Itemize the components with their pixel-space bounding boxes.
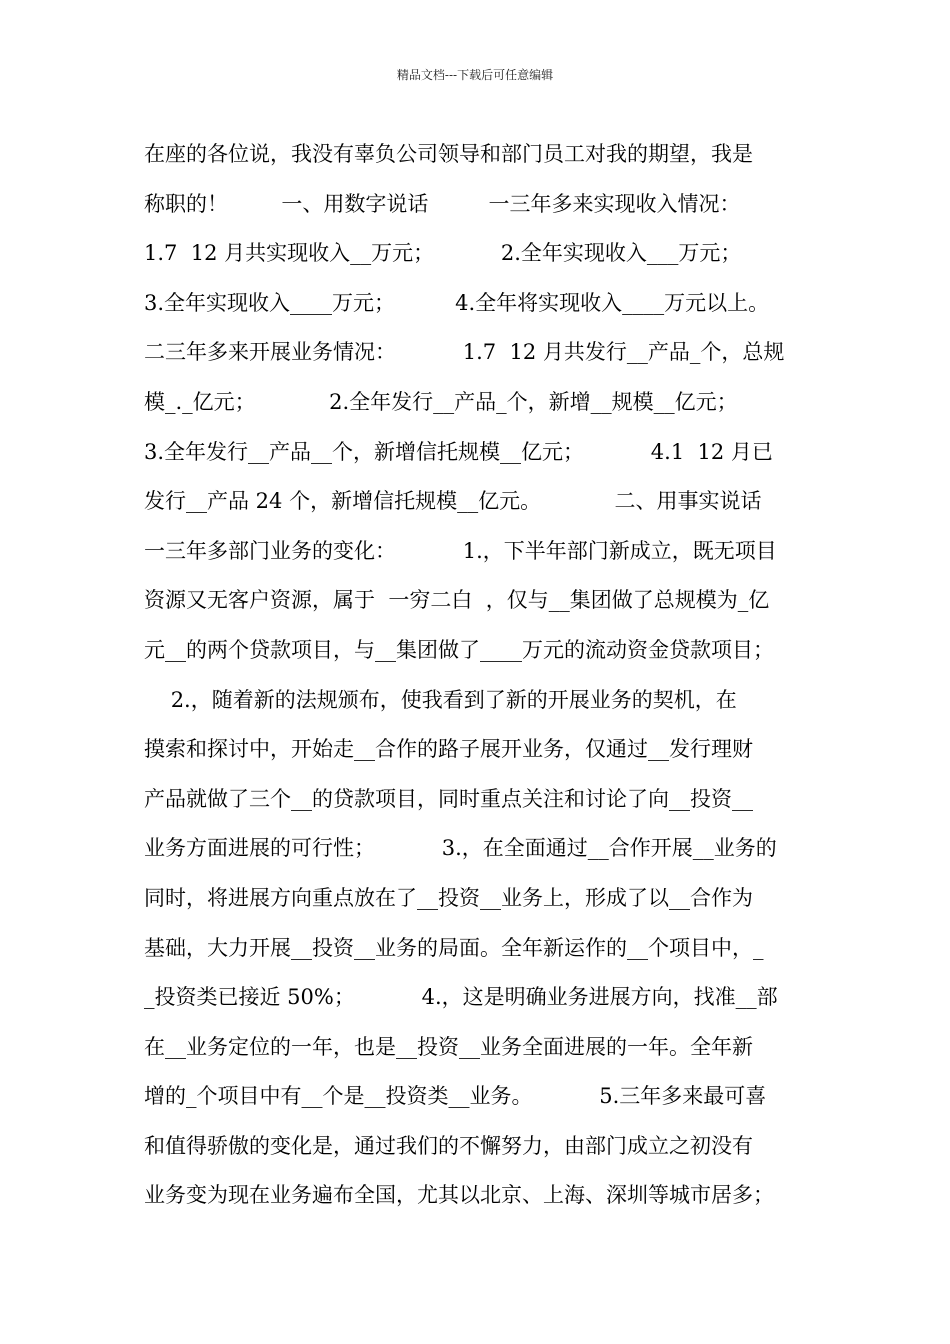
text-line: 模_._亿元； 2.全年发行__产品_个，新增__规模__亿元； xyxy=(144,389,738,414)
text-line: 2.，随着新的法规颁布，使我看到了新的开展业务的契机，在 xyxy=(144,687,737,712)
text-line: 资源又无客户资源，属于 一穷二白 ，仅与__集团做了总规模为_亿 xyxy=(144,588,770,613)
text-line: 在座的各位说，我没有辜负公司领导和部门员工对我的期望，我是 xyxy=(144,142,753,166)
text-line: 基础，大力开展__投资__业务的局面。全年新运作的__个项目中，_ xyxy=(144,935,764,960)
text-line: 元__的两个贷款项目，与__集团做了____万元的流动资金贷款项目； xyxy=(144,637,774,662)
text-line: 1.7 12 月共实现收入__万元； 2.全年实现收入___万元； xyxy=(144,241,742,266)
text-line: 二三年多来开展业务情况： 1.7 12 月共发行__产品_个，总规 xyxy=(144,340,785,365)
text-line: 产品就做了三个__的贷款项目，同时重点关注和讨论了向__投资__ xyxy=(144,786,753,811)
text-line: 同时，将进展方向重点放在了__投资__业务上，形成了以__合作为 xyxy=(144,885,753,910)
text-line: 称职的！ 一、用数字说话 一三年多来实现收入情况： xyxy=(144,191,741,216)
text-line: _投资类已接近 50%； 4.，这是明确业务进展方向，找准__部 xyxy=(144,985,778,1010)
text-line: 业务变为现在业务遍布全国，尤其以北京、上海、深圳等城市居多； xyxy=(144,1183,774,1208)
text-line: 增的_个项目中有__个是__投资类__业务。 5.三年多来最可喜 xyxy=(144,1084,767,1109)
text-line: 发行__产品 24 个，新增信托规模__亿元。 二、用事实说话 xyxy=(144,489,762,514)
page-header: 精品文档---下载后可任意编辑 xyxy=(396,68,554,82)
text-line: 3.全年发行__产品__个，新增信托规模__亿元； 4.1 12 月已 xyxy=(144,439,773,464)
text-line: 在__业务定位的一年，也是__投资__业务全面进展的一年。全年新 xyxy=(144,1034,753,1059)
text-line: 业务方面进展的可行性； 3.，在全面通过__合作开展__业务的 xyxy=(144,836,777,861)
body-text xyxy=(144,130,816,1221)
text-line: 摸索和探讨中，开始走__合作的路子展开业务，仅通过__发行理财 xyxy=(144,737,753,762)
text-line: 一三年多部门业务的变化： 1.，下半年部门新成立，既无项目 xyxy=(144,538,777,563)
text-line: 3.全年实现收入____万元； 4.全年将实现收入____万元以上。 xyxy=(144,290,770,315)
text-line: 和值得骄傲的变化是，通过我们的不懈努力，由部门成立之初没有 xyxy=(144,1133,753,1158)
